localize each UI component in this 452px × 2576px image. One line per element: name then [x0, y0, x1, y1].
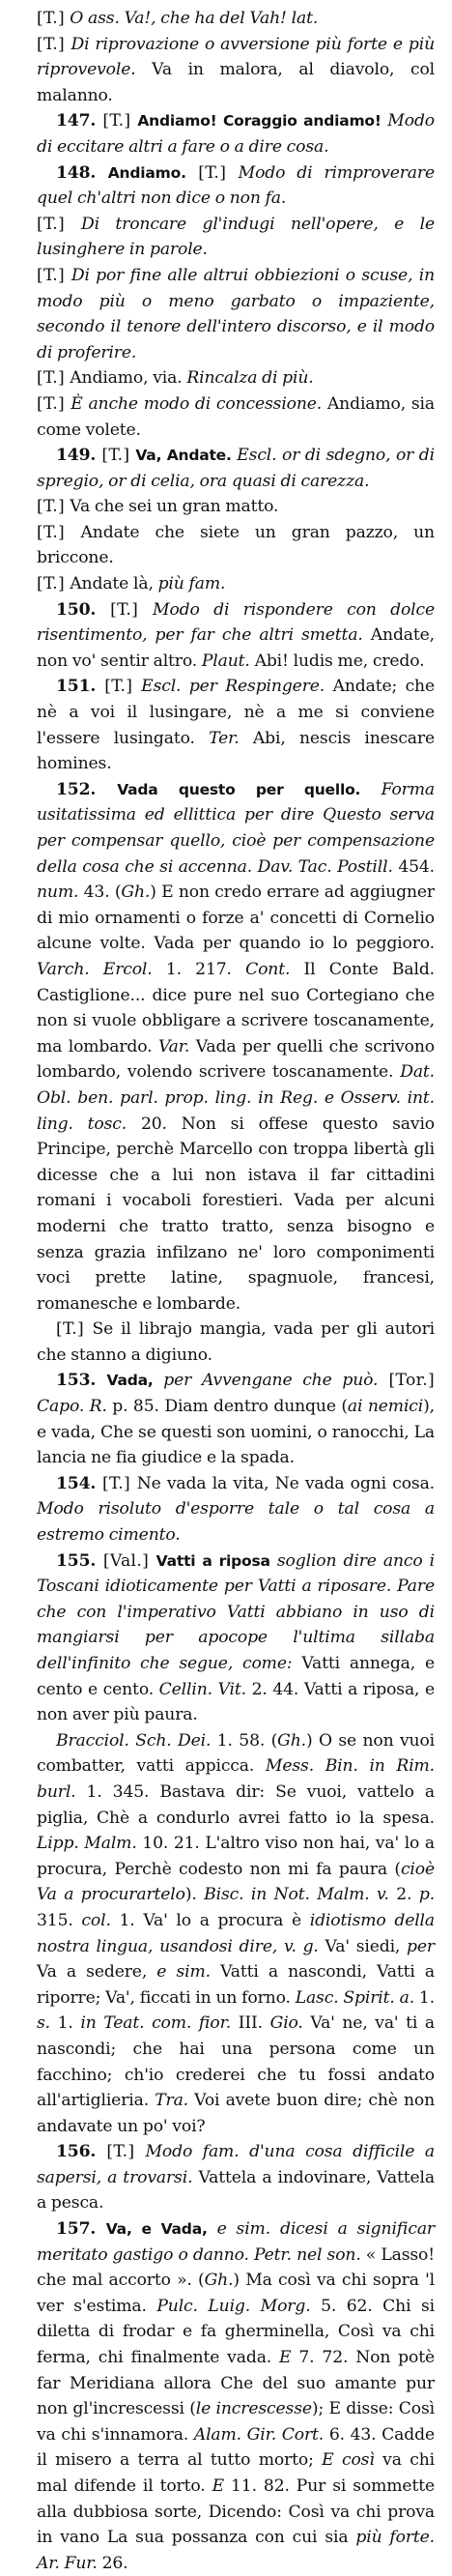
italic-text: e sim. dicesi a significar meritato gastigo o danno. Petr. nel son.: [37, 2219, 435, 2265]
dictionary-entry: [37, 263, 435, 365]
body-text: Va' siedi,: [318, 1936, 408, 1956]
body-text: Va' ne, va' ti a nascondi; che hai una persona come un facchino; ch'io crederei che tu fossi andato all'artiglieria.: [37, 2013, 435, 2111]
body-text: 1. 217.: [152, 959, 246, 979]
body-text: Ne vada la vita, Ne vada ogni cosa.: [136, 1473, 435, 1493]
body-text: Vada per quelli che scrivono lombardo, volendo scrivere toscanamente.: [37, 1036, 435, 1083]
italic-text: Gio.: [269, 2013, 303, 2034]
italic-text: Modo di eccitare altri a fare o a dire cosa.: [37, 111, 435, 157]
italic-text: ai nemici: [347, 1397, 424, 1417]
italic-text: Lasc. Spirit. a.: [295, 1987, 415, 2008]
dictionary-entry: [37, 1368, 435, 1470]
body-text: 43. (: [78, 883, 122, 903]
source-tag: [T.]: [37, 265, 71, 285]
entry-number: 152.: [56, 779, 118, 799]
dictionary-entry: [37, 108, 435, 159]
source-tag: [T.]: [37, 393, 71, 414]
source-tag: [T.]: [37, 497, 71, 517]
italic-text: Modo di rimproverare quel ch'altri non dice o non fa.: [37, 162, 435, 209]
entry-number: 148.: [56, 162, 108, 183]
body-text: Vattela a indovinare, Vattela a pesca.: [37, 2167, 435, 2214]
dictionary-entry: [37, 674, 435, 776]
entry-number: 151.: [56, 677, 105, 697]
italic-text: Bracciol. Sch. Dei.: [56, 1730, 212, 1751]
italic-text: Gh.: [277, 1730, 306, 1751]
body-text: 1. 345. Bastava dir: Se vuoi, vattelo a piglia, Chè a condurlo avrei fatto io la spesa.: [37, 1781, 435, 1828]
body-text: « Lasso! che mal accorto ». (: [37, 2244, 435, 2291]
body-text: Va a sedere,: [37, 1962, 157, 1983]
source-tag: [Val.]: [102, 1550, 156, 1571]
headword: Vada,: [106, 1372, 154, 1390]
body-text: ).: [184, 1885, 205, 1905]
italic-text: per Avvengane che può.: [153, 1371, 379, 1391]
body-text: 7. 72. Non potè far Meridiana allora Che del suo amante pur non gl'increscessi (: [37, 2348, 435, 2419]
body-text: va chi mal difende il torto.: [37, 2450, 435, 2496]
italic-text: Tra.: [155, 2091, 188, 2111]
italic-text: Di riprovazione o avversione più forte e più riprovevole.: [37, 34, 435, 80]
body-text: 315.: [37, 1910, 82, 1930]
source-tag: [T.]: [37, 34, 71, 54]
headword: Vatti a riposa: [155, 1551, 270, 1570]
dictionary-entry: [37, 1728, 435, 2140]
source-tag: [T.]: [37, 522, 81, 542]
source-tag: [T.]: [102, 1473, 137, 1493]
source-tag: [T.]: [185, 162, 239, 183]
headword: Va, e Vada,: [105, 2220, 208, 2239]
body-text: ) Ma così va chi sopra 'l ver s'estima.: [37, 2271, 435, 2316]
body-text: 1.: [414, 1987, 436, 2008]
italic-text: Escl. or di sdegno, or di spregio, or di celia, ora quasi di carezza.: [37, 446, 435, 491]
body-text: 454.: [392, 856, 435, 877]
dictionary-entry: [37, 1548, 435, 1728]
dictionary-entry: [37, 571, 435, 597]
body-text: Andate; che nè a voi il lusingare, nè a me si conviene l'essere lusingato.: [37, 677, 435, 748]
italic-text: Alam. Gir. Cort.: [193, 2424, 325, 2445]
italic-text: E: [212, 2476, 224, 2496]
italic-text: E così: [322, 2450, 375, 2471]
dictionary-entry: [37, 520, 435, 571]
dictionary-entry: [37, 2216, 435, 2576]
italic-text: cioè Va a procurartelo: [37, 1859, 435, 1905]
italic-text: Varch. Ercol.: [37, 959, 153, 979]
body-text: ); E disse: Così va chi s'innamora.: [37, 2399, 436, 2445]
body-text: ), e vada, Che se questi son uomini, o ranocchi, La lancia ne fia giudice e la spada.: [37, 1397, 435, 1468]
source-tag: [T.]: [101, 446, 136, 466]
source-tag: [T.]: [37, 574, 71, 594]
entry-number: 147.: [56, 111, 103, 131]
italic-text: p.: [418, 1885, 436, 1905]
body-text: 10. 21. L'altro viso non hai, va' lo a procura, Perchè codesto non mi fa paura (: [37, 1834, 435, 1879]
italic-text: Lipp. Malm.: [37, 1834, 137, 1854]
italic-text: Var.: [157, 1036, 190, 1056]
body-text: Andate che siete un gran pazzo, un briccone.: [37, 522, 435, 568]
italic-text: più fam.: [157, 574, 226, 594]
italic-text: Modo fam. d'una cosa difficile a sapersi, a trovarsi.: [37, 2142, 435, 2187]
body-text: 2. 44. Vatti a riposa, e non aver più paura.: [37, 1679, 436, 1725]
source-tag: [T.]: [37, 214, 81, 234]
italic-text: Forma usitatissima ed ellittica per dire Questo serva per compensar quello, cioè per compensazione della cosa che si accenna. Dav. Tac. Postill.: [37, 779, 435, 877]
dictionary-entry: [37, 32, 435, 109]
entry-number: 156.: [56, 2142, 107, 2162]
dictionary-entry: [37, 1317, 435, 1368]
dictionary-entry: [37, 777, 435, 1317]
italic-text: È anche modo di concessione.: [71, 393, 323, 414]
body-text: Abi, nescis inescare homines.: [37, 728, 435, 774]
italic-text: Pulc. Luig. Morg.: [156, 2296, 311, 2316]
italic-text: le increscesse: [195, 2399, 312, 2419]
italic-text: Dat. Obl. ben. parl. prop. ling. in Reg. e Osserv. int. ling. tosc.: [37, 1062, 435, 1134]
body-text: Va in malora, al diavolo, col malanno.: [37, 60, 435, 105]
dictionary-entry: [37, 160, 435, 212]
body-text: III.: [231, 2013, 270, 2034]
italic-text: Gh.: [121, 883, 151, 903]
italic-text: Gh.: [204, 2271, 234, 2291]
body-text: Voi avete buon dire; chè non andavate un po' voi?: [37, 2091, 435, 2136]
body-text: Vatti a nascondi, Vatti a riporre; Va', ficcati in un forno.: [37, 1962, 435, 2008]
body-text: ) E non credo errare ad aggiugner di mio ornamenti o forze a' concetti di Cornelio alcune volte. Vada per quando io lo peggioro.: [37, 883, 435, 954]
body-text: Vatti annega, e cento e cento.: [37, 1654, 435, 1699]
entry-number: 157.: [56, 2219, 106, 2240]
italic-text: soglion dire anco i Toscani idioticamente per Vatti a riposare. Pare che con l'imperativo Vatti abbiano in uso di mangiarsi per apocope l'ultima sillaba dell'infinito che segue, come:: [37, 1550, 435, 1673]
body-text: 11. 82. Pur si sommette alla dubbiosa sorte, Dicendo: Così va chi prova in vano La sua possanza con cui sia: [37, 2476, 435, 2548]
source-tag: [T.]: [104, 677, 142, 697]
dictionary-entry: [37, 494, 435, 520]
italic-text: e sim.: [156, 1962, 211, 1983]
body-text: 1. 58. (: [211, 1730, 278, 1751]
italic-text: O ass. Va!, che ha del Vah! lat.: [70, 9, 319, 28]
italic-text: Ter.: [209, 728, 240, 748]
entry-number: 155.: [56, 1550, 103, 1571]
dictionary-entry: [37, 2139, 435, 2216]
italic-text: idiotismo della nostra lingua, usandosi dire, v. g.: [37, 1910, 436, 1956]
source-tag: [Tor.]: [378, 1371, 435, 1391]
entry-number: 149.: [56, 446, 102, 466]
italic-text: per: [407, 1936, 435, 1956]
body-text: Andate, non vo' sentir altro.: [37, 625, 435, 671]
headword: Andiamo.: [107, 163, 186, 182]
italic-text: Plaut.: [201, 651, 250, 671]
body-text: Andiamo, via.: [70, 368, 187, 389]
italic-text: più forte. Ar. Fur.: [37, 2528, 435, 2573]
body-text: Va che sei un gran matto.: [70, 497, 279, 517]
body-text: Il Conte Bald. Castiglione... dice pure nel suo Cortegiano che non si vuole obbligare a scrivere toscanamente, ma lombardo.: [37, 959, 435, 1056]
body-text: Abi! ludis me, credo.: [249, 651, 425, 671]
headword: Andiamo! Coraggio andiamo!: [137, 112, 381, 130]
italic-text: Rincalza di più.: [186, 368, 314, 389]
body-text: p. 85. Diam dentro dunque (: [106, 1397, 348, 1417]
entry-number: 150.: [56, 599, 111, 620]
body-text: Se il librajo mangia, vada per gli autori che stanno a digiuno.: [37, 1319, 436, 1365]
body-text: 1.: [49, 2013, 81, 2034]
italic-text: Cont.: [245, 959, 291, 979]
body-text: 2.: [388, 1885, 419, 1905]
headword: Va, Andate.: [135, 447, 232, 465]
dictionary-entry: [37, 391, 435, 443]
entry-number: 153.: [56, 1371, 107, 1391]
italic-text: Mess. Bin. in Rim. burl.: [37, 1756, 435, 1802]
body-text: 20. Non si offese questo savio Principe, perchè Marcello con troppa libertà gli dicesse che a lui non istava il far cittadini romani i vocaboli forestieri. Vada per alcuni moderni che tratto tratto, senza bisogno e senza grazia infilzano ne' loro componimenti voci prette latine, spagnuole, francesi, romanesche e lombarde.: [37, 1114, 435, 1314]
italic-text: Capo. R.: [37, 1397, 107, 1417]
italic-text: Di por fine alle altrui obbiezioni o scuse, in modo più o meno garbato o impaziente, secondo il tenore dell'intero discorso, e il modo di proferire.: [37, 265, 435, 362]
italic-text: num.: [37, 883, 79, 903]
italic-text: col.: [81, 1910, 111, 1930]
dictionary-entry: [37, 6, 435, 32]
source-tag: [T.]: [110, 599, 154, 620]
body-text: 6. 43. Cadde il misero a terra al tutto morto;: [37, 2424, 435, 2471]
italic-text: Escl. per Respingere.: [141, 677, 325, 697]
entry-number: 154.: [56, 1473, 103, 1493]
italic-text: Modo di rispondere con dolce risentimento, per far che altri smetta.: [37, 599, 435, 646]
source-tag: [T.]: [102, 111, 138, 131]
dictionary-entry: [37, 365, 435, 391]
body-text: 26.: [97, 2553, 128, 2573]
dictionary-entry: [37, 1471, 435, 1548]
body-text: Andiamo, sia come volete.: [37, 393, 435, 440]
dictionary-entry: [37, 443, 435, 494]
dictionary-entry: [37, 597, 435, 675]
italic-text: in Teat. com. fior.: [80, 2013, 232, 2034]
source-tag: [T.]: [106, 2142, 146, 2162]
source-tag: [T.]: [56, 1319, 93, 1340]
italic-text: Modo risoluto d'esporre tale o tal cosa a estremo cimento.: [37, 1499, 435, 1546]
italic-text: s.: [37, 2013, 50, 2034]
body-text: 5. 62. Chi si diletta di frodar e fa gherminella, Così va chi ferma, chi finalmente vada.: [37, 2296, 435, 2368]
source-tag: [T.]: [37, 9, 71, 28]
source-tag: [T.]: [37, 368, 71, 389]
body-text: 1. Va' lo a procura è: [110, 1910, 310, 1930]
dictionary-entry: [37, 212, 435, 263]
italic-text: Di troncare gl'indugi nell'opere, e le lusinghere in parole.: [37, 214, 436, 260]
body-text: Andate là,: [70, 574, 158, 594]
body-text: ) O se non vuoi combatter, vatti appicca.: [37, 1730, 435, 1777]
headword: Vada questo per quello.: [117, 780, 361, 798]
italic-text: Cellin. Vit.: [158, 1679, 246, 1699]
italic-text: E: [279, 2348, 292, 2368]
italic-text: Bisc. in Not. Malm. v.: [204, 1885, 389, 1905]
